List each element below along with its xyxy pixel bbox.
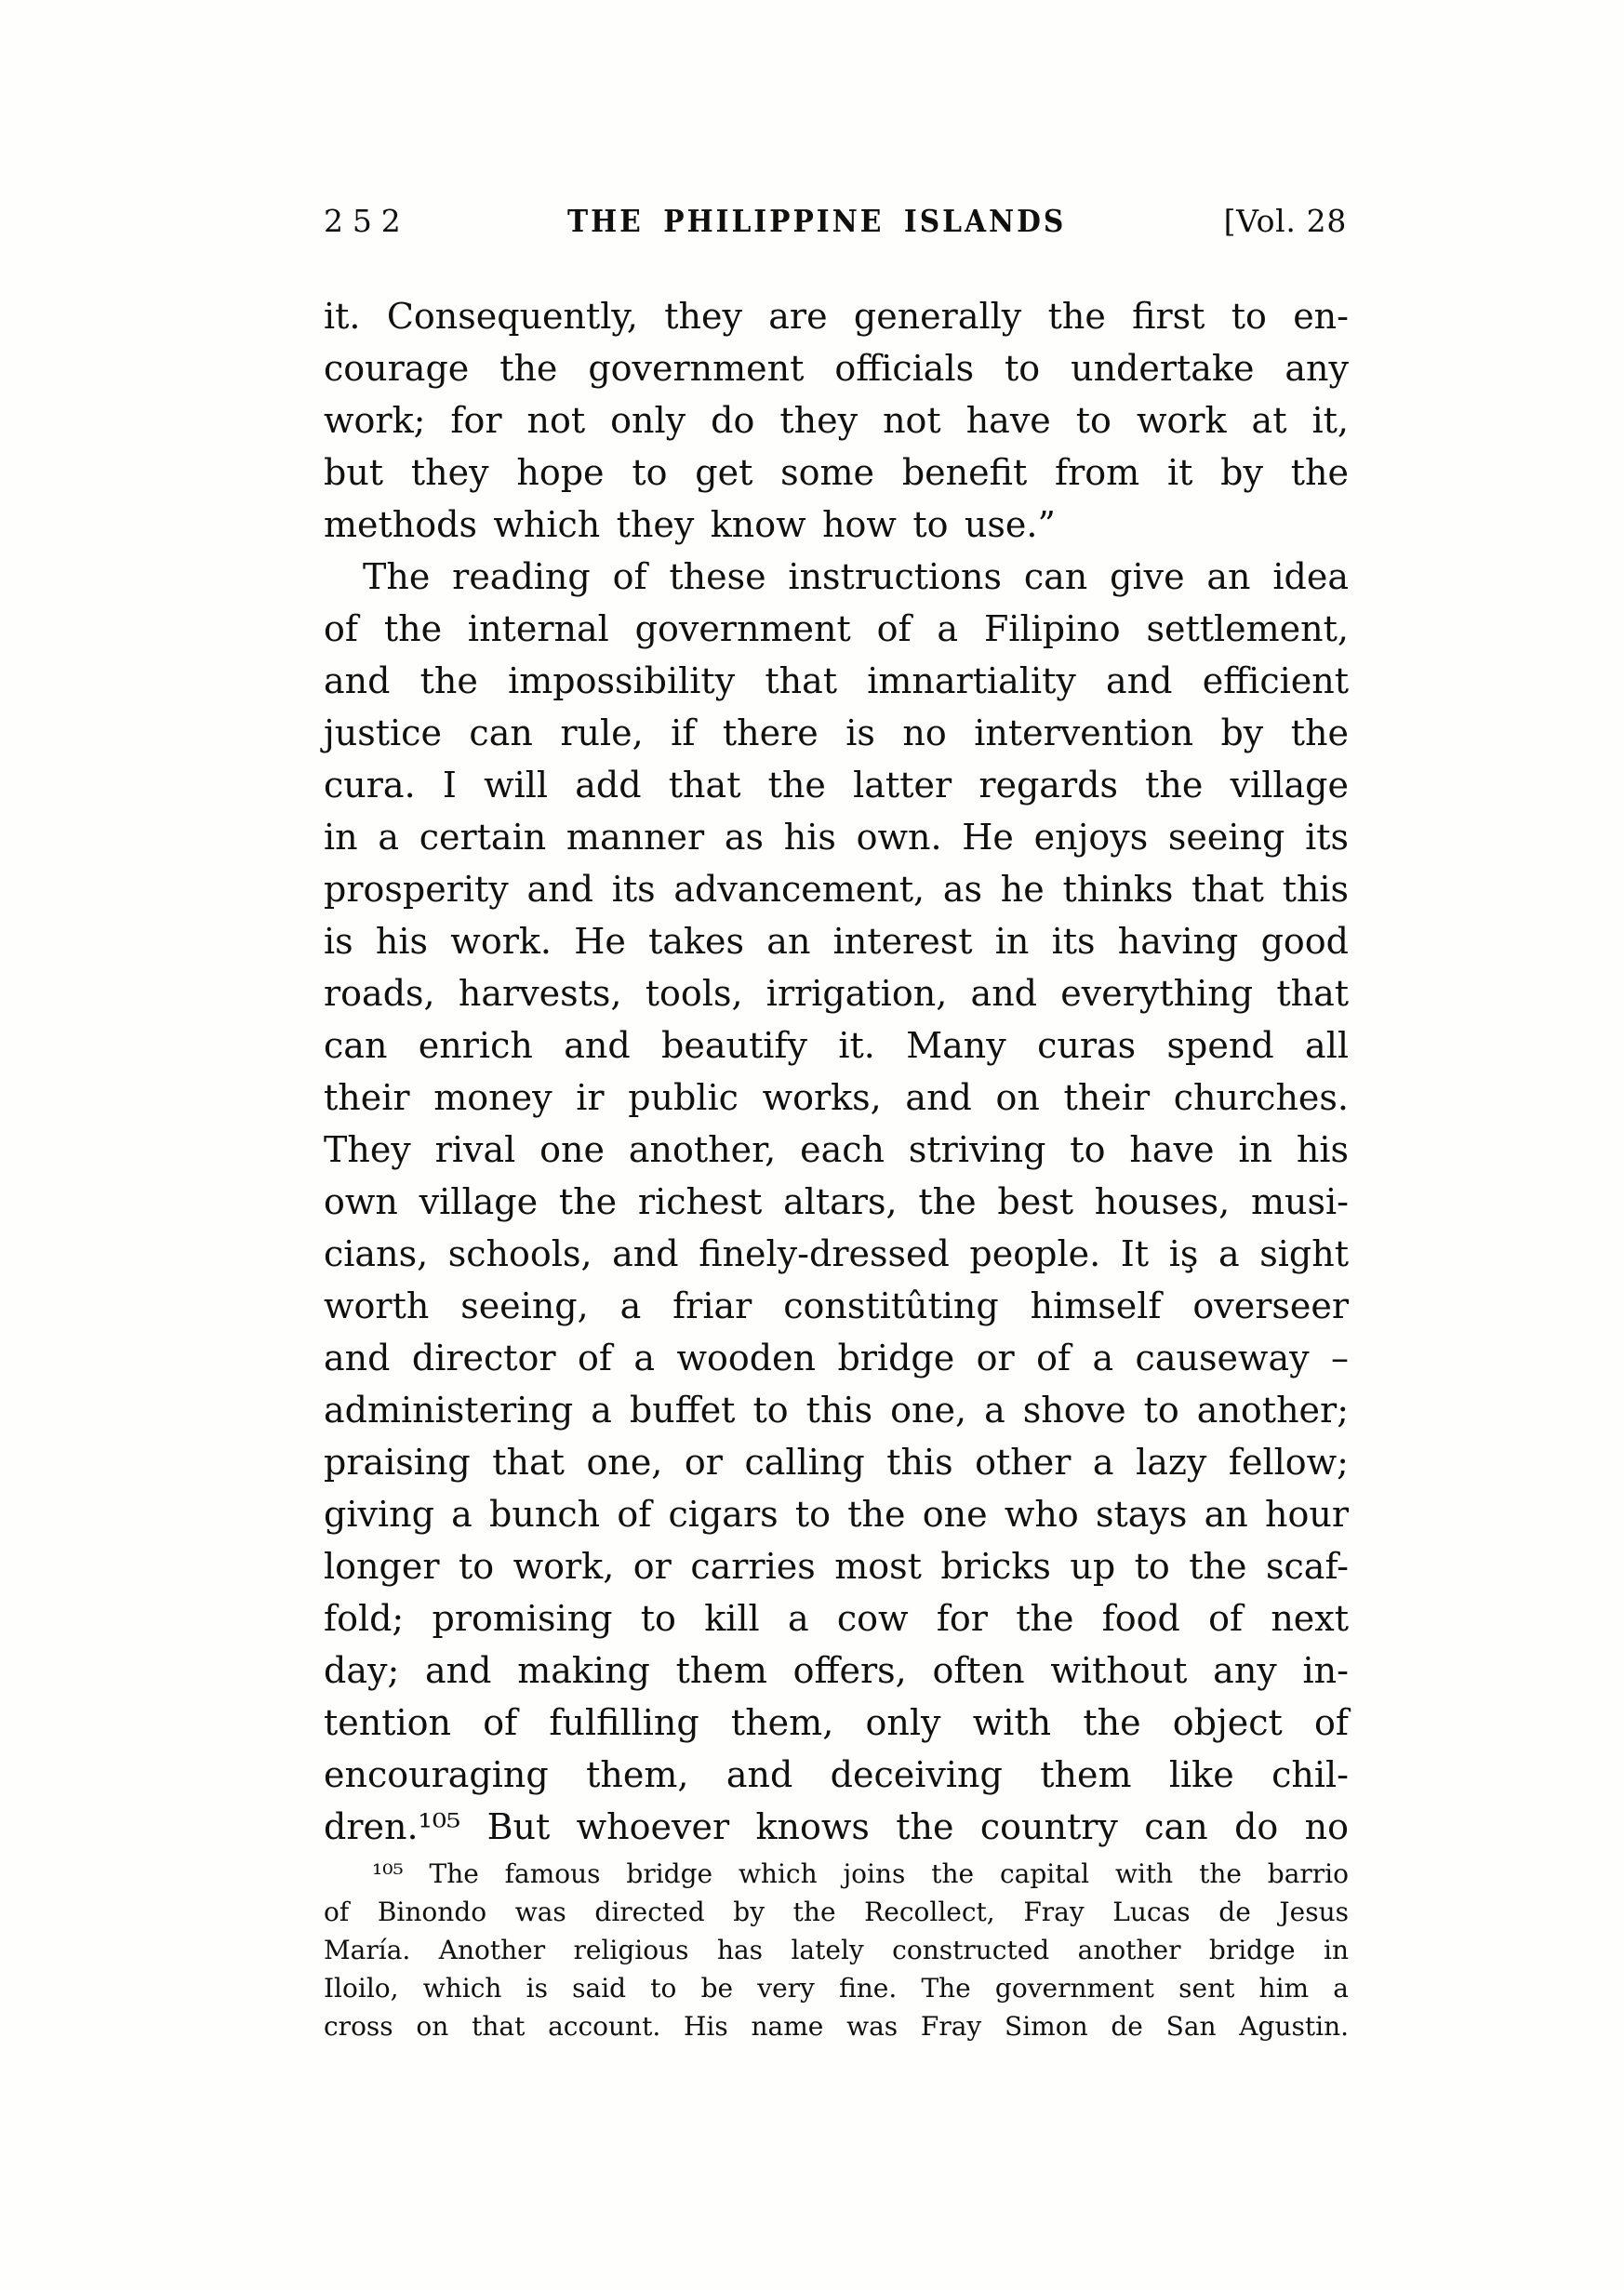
footnote-line: Iloilo, which is said to be very fine. The government sent him a xyxy=(324,1973,1349,2004)
text-line: They rival one another, each striving to have in his xyxy=(324,1129,1349,1170)
text-line: can enrich and beautify it. Many curas spend all xyxy=(324,1025,1349,1066)
text-line: it. Consequently, they are generally the first to en- xyxy=(324,296,1349,337)
text-line: dren.¹⁰⁵ But whoever knows the country can do no xyxy=(324,1806,1349,1847)
text-line: is his work. He takes an interest in its having good xyxy=(324,921,1349,962)
text-line: worth seeing, a friar constitûting himself overseer xyxy=(324,1285,1349,1326)
text-line: cians, schools, and finely-dressed people. It iş a sight xyxy=(324,1233,1349,1274)
text-line: The reading of these instructions can give an idea xyxy=(363,556,1349,597)
body-text xyxy=(324,290,1349,1853)
text-line: cura. I will add that the latter regards the village xyxy=(324,765,1349,805)
footnote-line: cross on that account. His name was Fray Simon de San Agustin. xyxy=(324,2011,1349,2042)
text-line: tention of fulfilling them, only with the object of xyxy=(324,1702,1349,1743)
footnote xyxy=(324,1855,1349,2045)
text-line: in a certain manner as his own. He enjoys seeing its xyxy=(324,817,1349,858)
footnote-line: ¹⁰⁵ The famous bridge which joins the capital with the barrio xyxy=(372,1858,1349,1889)
text-line: longer to work, or carries most bricks up to the scaf- xyxy=(324,1546,1349,1587)
footnote-line: María. Another religious has lately constructed another bridge in xyxy=(324,1935,1349,1965)
text-line: courage the government officials to undertake any xyxy=(324,348,1349,389)
footnote-line: of Binondo was directed by the Recollect, Fray Lucas de Jesus xyxy=(324,1897,1349,1927)
text-line: methods which they know how to use.” xyxy=(324,504,1056,545)
text-line: roads, harvests, tools, irrigation, and everything that xyxy=(324,973,1349,1014)
page-number: 252 xyxy=(324,203,410,239)
text-line: giving a bunch of cigars to the one who stays an hour xyxy=(324,1494,1349,1535)
text-line: but they hope to get some benefit from it by the xyxy=(324,452,1349,493)
volume-label: [Vol. 28 xyxy=(1223,203,1347,239)
text-line: own village the richest altars, the best houses, musi- xyxy=(324,1181,1349,1222)
text-line: encouraging them, and deceiving them like chil- xyxy=(324,1754,1349,1795)
text-line: fold; promising to kill a cow for the food of next xyxy=(324,1598,1349,1639)
text-line: administering a buffet to this one, a shove to another; xyxy=(324,1390,1349,1431)
text-line: praising that one, or calling this other a lazy fellow; xyxy=(324,1442,1349,1483)
text-line: prosperity and its advancement, as he thinks that this xyxy=(324,869,1349,910)
text-line: their money ir public works, and on their churches. xyxy=(324,1077,1349,1118)
text-line: work; for not only do they not have to work at it, xyxy=(324,400,1349,441)
text-line: of the internal government of a Filipino settlement, xyxy=(324,608,1349,649)
text-line: day; and making them offers, often without any in- xyxy=(324,1650,1349,1691)
text-line: and director of a wooden bridge or of a causeway – xyxy=(324,1338,1349,1378)
text-line: justice can rule, if there is no intervention by the xyxy=(324,712,1349,753)
running-header xyxy=(324,203,1347,239)
page-title: THE PHILIPPINE ISLANDS xyxy=(567,203,1067,239)
text-line: and the impossibility that imnartiality and efficient xyxy=(324,660,1349,701)
